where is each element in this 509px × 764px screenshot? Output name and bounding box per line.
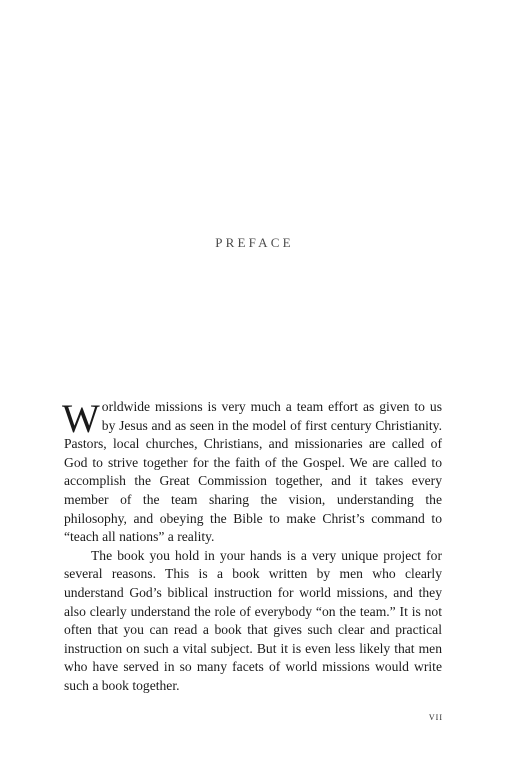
drop-cap: W (62, 396, 100, 441)
paragraph-1 (64, 398, 442, 547)
chapter-heading: PREFACE (215, 235, 294, 250)
paragraph-2-text: The book you hold in your hands is a very unique project for several reasons. This is a book written by men who clearly understand God’s biblical instruction for world missions, and they also clearly understand the role of everybody “on the team.” It is not often that you can read a book that gives such clear and practical instruction on such a vital subject. But it is even less likely that men who have served in so many facets of world missions would write such a book together. (64, 547, 442, 693)
preface-body (64, 398, 442, 696)
page-number: vii (428, 711, 443, 723)
paragraph-2 (64, 547, 442, 696)
paragraph-1-text: orldwide missions is very much a team effort as given to us by Jesus and as seen in the model of first century Christianity. Pastors, local churches, Christians, and missionaries are called of God to strive together for the faith of the Gospel. We are called to accomplish the Great Commission together, and it takes every member of the team sharing the vision, understanding the philosophy, and obeying the Bible to make Christ’s command to “teach all nations” a reality. (64, 399, 442, 545)
